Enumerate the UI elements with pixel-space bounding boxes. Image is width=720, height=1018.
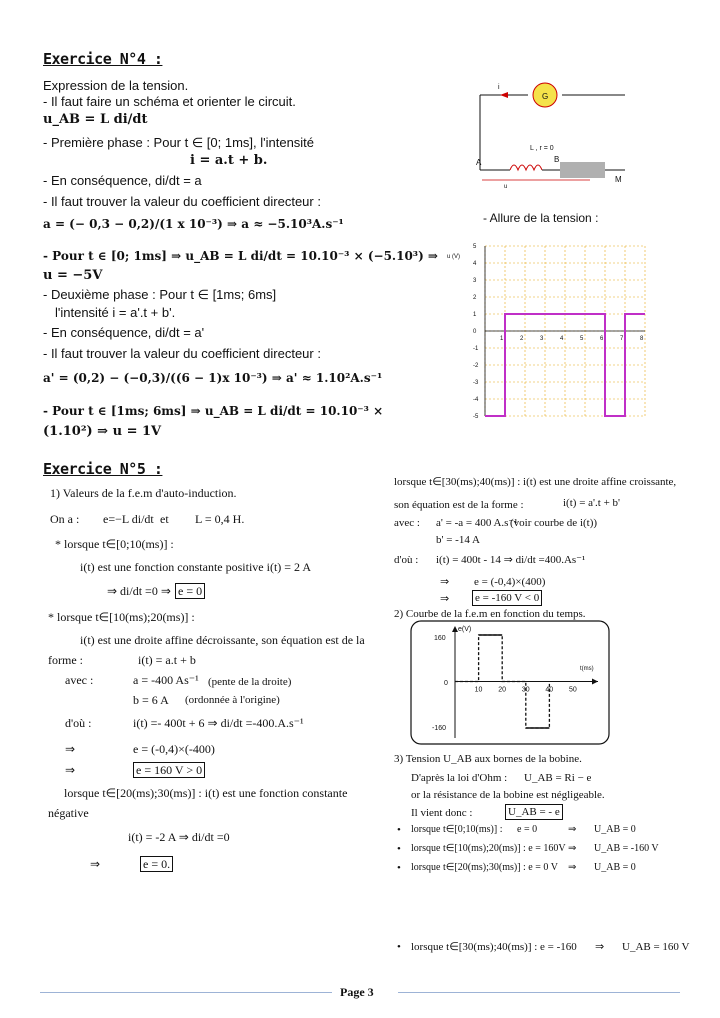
fem-xtick-label: 40 [545,686,554,694]
ex4-line: - Il faut faire un schéma et orienter le circuit. [43,94,296,109]
graph-caption: - Allure de la tension : [483,211,599,225]
voltage-xtick-label: 6 [600,336,604,342]
voltage-ytick-label: 3 [473,278,477,284]
voltage-ytick-label: -5 [473,414,479,420]
footer-rule-right [398,992,680,993]
ex5-line: (voir courbe de i(t)) [510,517,598,529]
ex4-formula-uab: u_AB = L di/dt [43,112,148,127]
voltage-xtick-label: 7 [620,336,624,342]
ex4-formula-i: i = a.t + b. [190,153,268,168]
voltage-xtick-label: 8 [640,336,644,342]
ex5-line: ⇒ [595,941,605,953]
ex5-line: ⇒ di/dt =0 ⇒ [107,584,171,598]
ex5-line: b' = -14 A [436,534,480,546]
ex5-part1-title: 1) Valeurs de la f.e.m d'auto-induction. [50,486,237,500]
ex4-line: - En conséquence, di/dt = a [43,173,202,188]
fem-graph-ylabel: e(V) [458,626,472,633]
bullet: • [397,941,401,953]
ex4-result-2: (1.10²) ⇒ u = 1V [43,424,162,439]
ex5-case: * lorsque t∈[0;10(ms)] : [55,537,174,551]
ex5-result-box: e = 160 V > 0 [133,762,205,778]
voltage-xtick-label: 2 [520,336,524,342]
ex5-formula-e: e=−L di/dt [103,512,154,526]
ex4-formula-a: a = (− 0,3 − 0,2)/(1 x 10⁻³) ⇒ a ≈ −5.10³A.s⁻¹ [43,217,344,231]
voltage-ytick-label: 1 [473,312,477,318]
ex5-line: U_AB = 0 [594,824,636,835]
ex5-result-box: e = -160 V < 0 [472,590,542,606]
ex5-title: Exercice N°5 : [43,460,163,478]
ex5-line: d'où : [65,716,92,730]
page-number: Page 3 [340,985,374,999]
node-m-label: M [615,175,622,184]
bullet: • [397,862,401,874]
ex5-line: U_AB = -160 V [594,843,659,854]
ex5-line: a' = -a = 400 A.s⁻¹ [436,517,518,529]
ex4-formula-uab-phase2: - Pour t ∈ [1ms; 6ms] ⇒ u_AB = L di/dt = 10.10⁻³ × [43,404,384,418]
ex5-case: lorsque t∈[0;10(ms)] : [411,824,503,835]
ex5-line: (pente de la droite) [208,676,292,688]
voltage-ytick-label: -2 [473,363,479,369]
coil-label: L , r = 0 [530,145,554,152]
ex4-line: Expression de la tension. [43,78,189,93]
ex5-line: et [160,512,169,526]
voltage-ytick-label: 2 [473,295,477,301]
voltage-ytick-label: -4 [473,397,479,403]
ex5-line: (ordonnée à l'origine) [185,694,280,706]
generator-label: G [542,92,549,101]
ex5-line: son équation est de la forme : [394,499,524,511]
ex5-line: ⇒ [440,576,450,588]
ex5-case: lorsque t∈[30(ms);40(ms)] : e = -160 [411,941,577,953]
voltage-ytick-label: -1 [473,346,479,352]
ex5-line: avec : [394,517,420,529]
ex5-line: i(t) = a.t + b [138,653,196,667]
voltage-graph [445,238,655,423]
ex5-line: i(t) =- 400t + 6 ⇒ di/dt =-400.A.s⁻¹ [133,716,304,730]
ex4-line: - Il faut trouver la valeur du coefficient directeur : [43,194,321,209]
ex5-line: Il vient donc : [411,807,473,819]
fem-xtick-label: 50 [569,686,577,694]
voltage-ytick-label: 0 [473,329,477,335]
voltage-graph-ylabel: u (V) [447,254,461,260]
ex5-part3-title: 3) Tension U_AB aux bornes de la bobine. [394,753,582,765]
voltage-label: u [504,184,508,190]
ex5-line: i(t) = 400t - 14 ⇒ di/dt =400.As⁻¹ [436,554,586,566]
ex5-line: ⇒ [65,763,76,777]
ex5-line: ⇒ [65,742,76,756]
voltage-xtick-label: 5 [580,336,584,342]
ex5-line: ⇒ [568,862,577,873]
fem-graph-ytop: 160 [434,635,446,642]
voltage-xtick-label: 3 [540,336,544,342]
circuit-diagram [470,70,655,190]
ex5-line: U_AB = 160 V [622,941,690,953]
ex5-line: i(t) = a'.t + b' [563,497,620,509]
fem-xtick-label: 20 [498,686,506,694]
ex5-case: lorsque t∈[20(ms);30(ms)] : i(t) est une fonction constante [64,786,348,800]
ex5-line: ⇒ [568,843,577,854]
ex5-part2-title: 2) Courbe de la f.e.m en fonction du temps. [394,608,586,620]
ex5-line: i(t) est une fonction constante positive i(t) = 2 A [80,560,312,574]
ex5-case: lorsque t∈[20(ms);30(ms)] : e = 0 V [411,862,558,873]
ex4-line: l'intensité i = a'.t + b'. [55,305,176,320]
current-label: i [498,84,500,91]
ex5-line: e = 0 [517,824,538,835]
ex5-line: d'où : [394,554,419,566]
fem-xtick-label: 10 [474,686,483,694]
ex4-line: - Il faut trouver la valeur du coefficient directeur : [43,346,321,361]
ex5-line: négative [48,806,89,820]
ex4-title: Exercice N°4 : [43,50,163,68]
ex5-line: On a : [50,512,80,526]
ex5-result-box: e = 0. [140,856,173,872]
fem-xtick-label: 30 [521,686,530,694]
node-b-label: B [554,155,560,164]
ex5-line: forme : [48,653,83,667]
ex5-line: i(t) est une droite affine décroissante, son équation est de la [80,633,365,647]
ex5-case: lorsque t∈[10(ms);20(ms)] : e = 160V [411,843,566,854]
ex5-line: avec : [65,673,94,687]
bullet: • [397,843,401,855]
ex5-line: ⇒ [568,824,577,835]
ex5-line: ⇒ [440,593,450,605]
ex5-line: or la résistance de la bobine est négligeable. [411,789,605,801]
fem-graph-xlabel: t(ms) [580,666,594,672]
ex5-line: U_AB = 0 [594,862,636,873]
ex5-case: lorsque t∈[30(ms);40(ms)] : i(t) est une droite affine croissante, [394,476,677,488]
resistor-symbol [560,162,605,178]
fem-graph-yzero: 0 [444,680,448,687]
ex4-result-1: u = −5V [43,268,103,283]
ex5-line: b = 6 A [133,693,169,707]
ex4-line: - Première phase : Pour t ∈ [0; 1ms], l'intensité [43,135,315,150]
ex4-formula-uab-phase1: - Pour t ∈ [0; 1ms] ⇒ u_AB = L di/dt = 10.10⁻³ × (−5.10³) ⇒ [43,249,438,263]
voltage-xtick-label: 1 [500,336,504,342]
ex4-formula-a-prime: a' = (0,2) − (−0,3)/((6 − 1)x 10⁻³) ⇒ a' ≈ 1.10²A.s⁻¹ [43,371,383,385]
voltage-ytick-label: -3 [473,380,479,386]
ex5-line: U_AB = Ri − e [524,772,592,784]
voltage-xtick-label: 4 [560,336,564,342]
ex5-line: a = -400 As⁻¹ [133,673,199,687]
ex4-line: - Deuxième phase : Pour t ∈ [1ms; 6ms] [43,287,277,302]
node-a-label: A [476,158,482,167]
ex5-result-box: e = 0 [175,583,205,599]
ex5-line: ⇒ [90,857,101,871]
ex5-line: e = (-0,4)×(400) [474,576,546,588]
ex5-line: D'après la loi d'Ohm : [411,772,508,784]
bullet: • [397,824,401,836]
fem-graph-ybottom: -160 [432,725,447,732]
ex5-line: i(t) = -2 A ⇒ di/dt =0 [128,830,230,844]
voltage-ytick-label: 5 [473,244,477,250]
ex5-result-box: U_AB = - e [505,804,563,820]
ex5-case: * lorsque t∈[10(ms);20(ms)] : [48,610,195,624]
voltage-ytick-label: 4 [473,261,477,267]
fem-graph [410,620,610,745]
ex4-line: - En conséquence, di/dt = a' [43,325,205,340]
ex5-line: L = 0,4 H. [195,512,245,526]
ex5-line: e = (-0,4)×(-400) [133,742,215,756]
footer-rule-left [40,992,332,993]
